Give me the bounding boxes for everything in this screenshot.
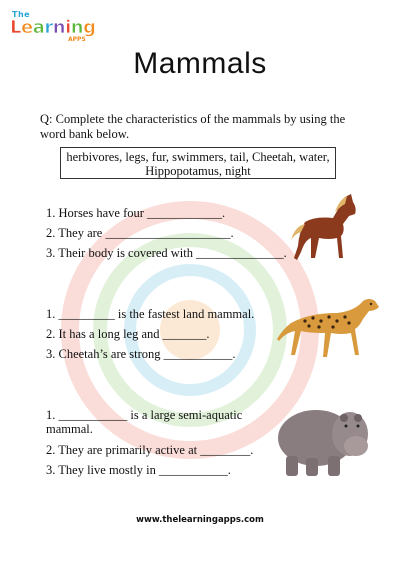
- hippo-line-2: 2. They are primarily active at ________.: [46, 443, 254, 457]
- logo-line1: The: [12, 10, 31, 19]
- page-title: Mammals: [133, 47, 267, 80]
- hippo-icon: [272, 398, 372, 480]
- cheetah-icon: [275, 293, 385, 361]
- cheetah-line-3: 3. Cheetah’s are strong ___________.: [46, 347, 236, 361]
- cheetah-line-2: 2. It has a long leg and _______.: [46, 327, 210, 341]
- question-text: Q: Complete the characteristics of the mammals by using the word bank below.: [40, 112, 346, 141]
- footer-url: www.thelearningapps.com: [136, 515, 264, 525]
- horse-icon: [285, 192, 365, 264]
- cheetah-line-1: 1. _________ is the fastest land mammal.: [46, 307, 255, 321]
- logo-word: Learning: [10, 17, 96, 38]
- horse-line-3: 3. Their body is covered with ______________.: [46, 246, 287, 260]
- brand-logo: [8, 10, 98, 43]
- horse-line-1: 1. Horses have four ____________.: [46, 206, 226, 220]
- horse-line-2: 2. They are ____________________.: [46, 226, 234, 240]
- hippo-line-1: 1. ___________ is a large semi-aquatic mammal.: [46, 408, 243, 436]
- logo-line3: APPS: [68, 36, 86, 43]
- word-bank: herbivores, legs, fur, swimmers, tail, Cheetah, water, Hippopotamus, night: [60, 147, 336, 179]
- hippo-line-3: 3. They live mostly in ___________.: [46, 463, 231, 477]
